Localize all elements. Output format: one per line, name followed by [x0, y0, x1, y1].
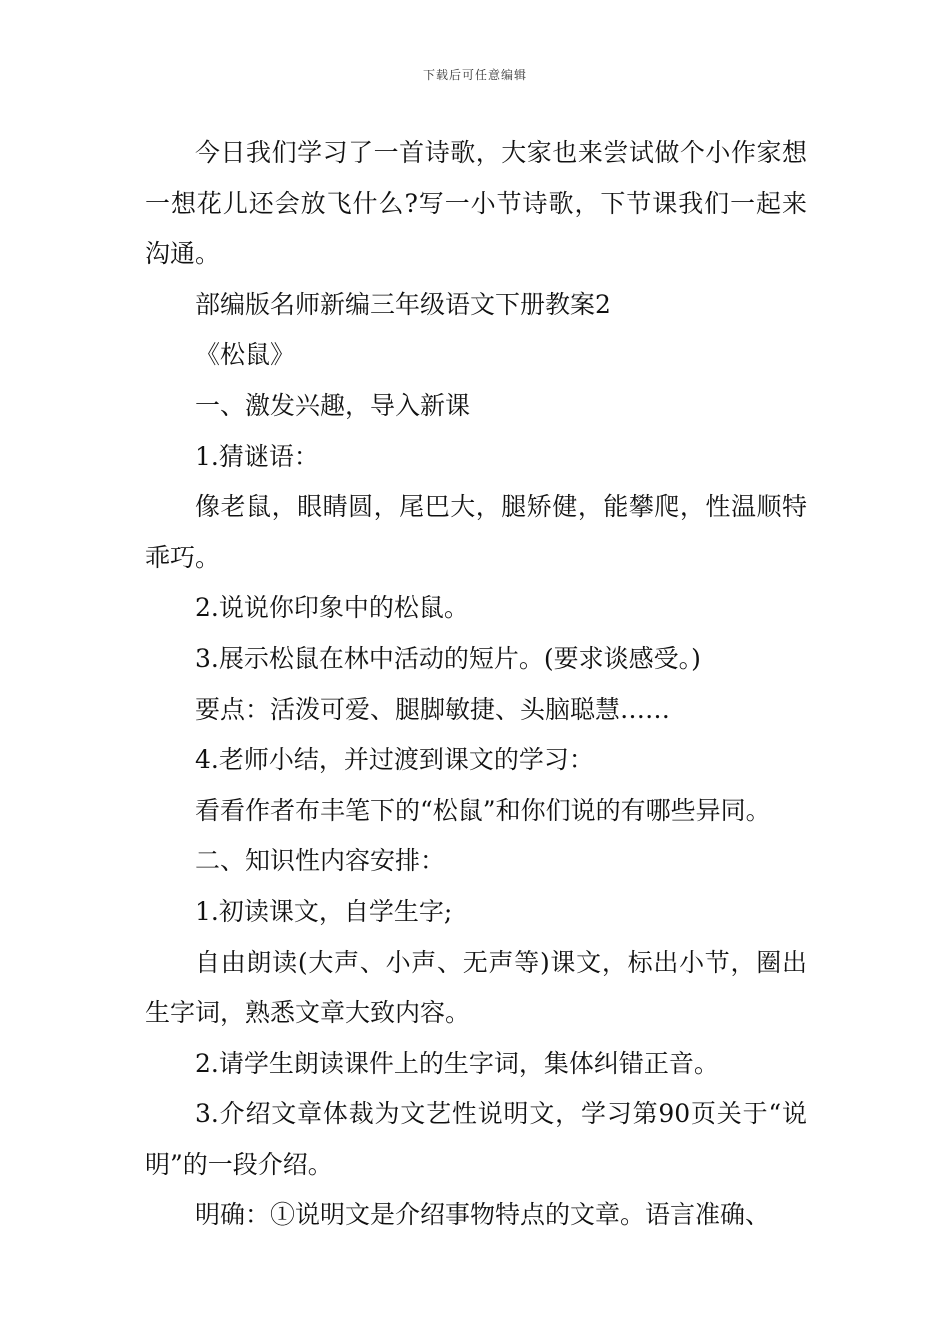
lesson-plan-title: 部编版名师新编三年级语文下册教案2 — [195, 289, 611, 319]
page-header-note: 下载后可任意编辑 — [422, 68, 527, 82]
paragraph-closing-activity: 今日我们学习了一首诗歌，大家也来尝试做个小作家想一想花儿还会放飞什么?写一小节诗歌，下节课我们一起来沟通。 — [145, 138, 807, 269]
section-heading-1: 一、激发兴趣，导入新课 — [195, 390, 471, 420]
lesson-title: 《松鼠》 — [195, 340, 296, 370]
list-item-riddle: 1.猜谜语： — [195, 441, 319, 471]
list-item-pronunciation: 2.请学生朗读课件上的生字词，集体纠错正音。 — [195, 1048, 719, 1078]
list-item-genre: 3.介绍文章体裁为文艺性说明文，学习第90页关于“说明”的一段介绍。 — [145, 1099, 807, 1179]
key-points: 要点：活泼可爱、腿脚敏捷、头脑聪慧…… — [195, 694, 671, 724]
document-body — [145, 128, 807, 1241]
riddle-text: 像老鼠，眼睛圆，尾巴大，腿矫健，能攀爬，性温顺特乖巧。 — [145, 492, 807, 572]
list-item-first-reading: 1.初读课文，自学生字; — [195, 896, 453, 926]
list-item-impression: 2.说说你印象中的松鼠。 — [195, 593, 469, 623]
reading-instructions: 自由朗读(大声、小声、无声等)课文，标出小节，圈出生字词，熟悉文章大致内容。 — [145, 947, 807, 1028]
section-heading-2: 二、知识性内容安排： — [195, 846, 446, 876]
list-item-video: 3.展示松鼠在林中活动的短片。(要求谈感受。) — [195, 643, 701, 673]
list-item-summary: 4.老师小结，并过渡到课文的学习： — [195, 745, 594, 775]
transition-text: 看看作者布丰笔下的“松鼠”和你们说的有哪些异同。 — [195, 795, 771, 825]
clarification-text: 明确：①说明文是介绍事物特点的文章。语言准确、 — [195, 1200, 771, 1230]
